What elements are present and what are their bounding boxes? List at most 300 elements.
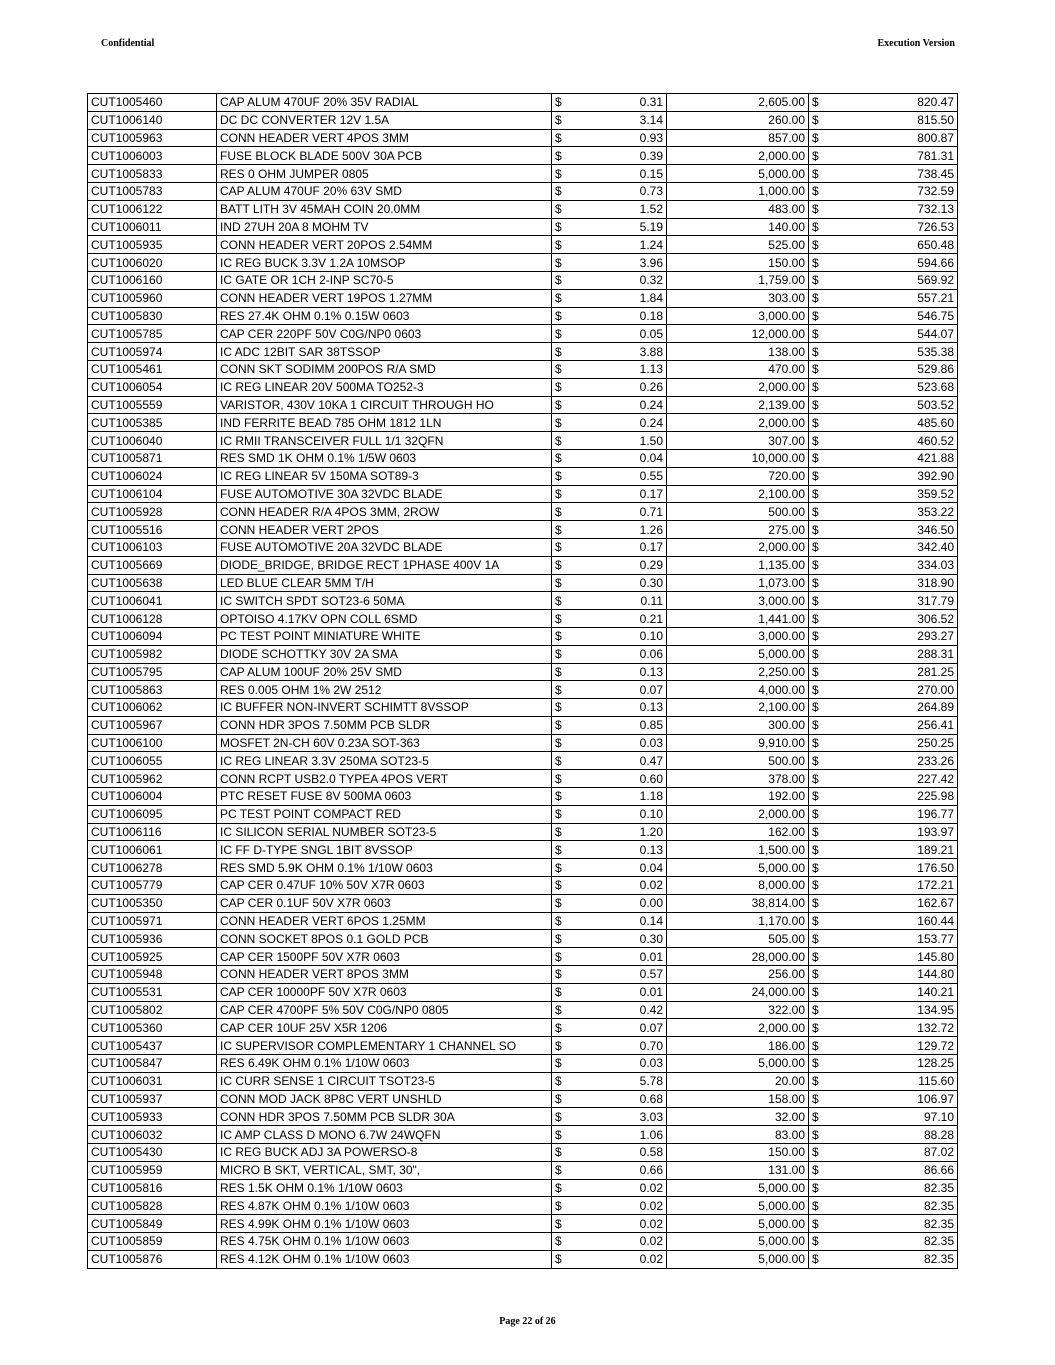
description-cell: RES 27.4K OHM 0.1% 0.15W 0603: [217, 307, 552, 325]
total-currency: $: [809, 752, 823, 770]
total-currency: $: [809, 1001, 823, 1019]
part-number-cell: CUT1005638: [88, 574, 217, 592]
unit-price-cell: 0.73: [572, 182, 667, 200]
unit-price-currency: $: [552, 182, 572, 200]
total-currency: $: [809, 716, 823, 734]
total-cell: 732.59: [823, 182, 958, 200]
part-number-cell: CUT1005928: [88, 503, 217, 521]
total-cell: 264.89: [823, 699, 958, 717]
quantity-cell: 2,000.00: [667, 1019, 809, 1037]
quantity-cell: 3,000.00: [667, 627, 809, 645]
quantity-cell: 2,605.00: [667, 94, 809, 112]
part-number-cell: CUT1006160: [88, 271, 217, 289]
part-number-cell: CUT1005802: [88, 1001, 217, 1019]
part-number-cell: CUT1005779: [88, 877, 217, 895]
part-number-cell: CUT1005935: [88, 236, 217, 254]
table-row: [88, 289, 958, 307]
total-cell: 225.98: [823, 788, 958, 806]
header-version: Execution Version: [877, 38, 955, 49]
description-cell: CONN HEADER VERT 19POS 1.27MM: [217, 289, 552, 307]
unit-price-currency: $: [552, 147, 572, 165]
total-currency: $: [809, 770, 823, 788]
total-cell: 318.90: [823, 574, 958, 592]
part-number-cell: CUT1005967: [88, 716, 217, 734]
quantity-cell: 9,910.00: [667, 734, 809, 752]
unit-price-currency: $: [552, 503, 572, 521]
unit-price-cell: 1.20: [572, 823, 667, 841]
part-number-cell: CUT1006094: [88, 627, 217, 645]
total-currency: $: [809, 877, 823, 895]
table-row: [88, 218, 958, 236]
unit-price-currency: $: [552, 360, 572, 378]
part-number-cell: CUT1005847: [88, 1055, 217, 1073]
part-number-cell: CUT1005863: [88, 681, 217, 699]
total-currency: $: [809, 165, 823, 183]
unit-price-cell: 0.03: [572, 1055, 667, 1073]
table-row: [88, 699, 958, 717]
quantity-cell: 150.00: [667, 254, 809, 272]
part-number-cell: CUT1006020: [88, 254, 217, 272]
quantity-cell: 378.00: [667, 770, 809, 788]
part-number-cell: CUT1005960: [88, 289, 217, 307]
quantity-cell: 12,000.00: [667, 325, 809, 343]
table-row: [88, 325, 958, 343]
total-cell: 193.97: [823, 823, 958, 841]
part-number-cell: CUT1006040: [88, 432, 217, 450]
table-row: [88, 129, 958, 147]
unit-price-currency: $: [552, 930, 572, 948]
table-row: [88, 841, 958, 859]
quantity-cell: 5,000.00: [667, 1179, 809, 1197]
unit-price-currency: $: [552, 610, 572, 628]
part-number-cell: CUT1005816: [88, 1179, 217, 1197]
unit-price-cell: 1.84: [572, 289, 667, 307]
description-cell: RES 0.005 OHM 1% 2W 2512: [217, 681, 552, 699]
quantity-cell: 38,814.00: [667, 894, 809, 912]
description-cell: VARISTOR, 430V 10KA 1 CIRCUIT THROUGH HO: [217, 396, 552, 414]
description-cell: CONN HEADER VERT 20POS 2.54MM: [217, 236, 552, 254]
unit-price-currency: $: [552, 556, 572, 574]
table-row: [88, 165, 958, 183]
table-row: [88, 592, 958, 610]
description-cell: IC SUPERVISOR COMPLEMENTARY 1 CHANNEL SO: [217, 1037, 552, 1055]
unit-price-currency: $: [552, 254, 572, 272]
description-cell: MICRO B SKT, VERTICAL, SMT, 30",: [217, 1161, 552, 1179]
total-currency: $: [809, 1233, 823, 1251]
unit-price-currency: $: [552, 592, 572, 610]
table-row: [88, 734, 958, 752]
total-currency: $: [809, 343, 823, 361]
description-cell: CONN HEADER VERT 8POS 3MM: [217, 966, 552, 984]
part-number-cell: CUT1005962: [88, 770, 217, 788]
part-number-cell: CUT1005350: [88, 894, 217, 912]
total-cell: 503.52: [823, 396, 958, 414]
description-cell: LED BLUE CLEAR 5MM T/H: [217, 574, 552, 592]
unit-price-cell: 0.30: [572, 930, 667, 948]
quantity-cell: 186.00: [667, 1037, 809, 1055]
total-currency: $: [809, 396, 823, 414]
description-cell: IC REG LINEAR 3.3V 250MA SOT23-5: [217, 752, 552, 770]
total-cell: 227.42: [823, 770, 958, 788]
unit-price-cell: 0.24: [572, 414, 667, 432]
unit-price-currency: $: [552, 111, 572, 129]
table-row: [88, 1215, 958, 1233]
unit-price-currency: $: [552, 1055, 572, 1073]
total-currency: $: [809, 1250, 823, 1268]
table-row: [88, 254, 958, 272]
part-number-cell: CUT1005948: [88, 966, 217, 984]
part-number-cell: CUT1005783: [88, 182, 217, 200]
description-cell: IC BUFFER NON-INVERT SCHIMTT 8VSSOP: [217, 699, 552, 717]
description-cell: RES SMD 5.9K OHM 0.1% 1/10W 0603: [217, 859, 552, 877]
unit-price-currency: $: [552, 432, 572, 450]
total-currency: $: [809, 182, 823, 200]
quantity-cell: 500.00: [667, 752, 809, 770]
total-currency: $: [809, 111, 823, 129]
unit-price-cell: 0.26: [572, 378, 667, 396]
total-currency: $: [809, 432, 823, 450]
unit-price-currency: $: [552, 627, 572, 645]
total-cell: 189.21: [823, 841, 958, 859]
table-row: [88, 1055, 958, 1073]
quantity-cell: 1,073.00: [667, 574, 809, 592]
quantity-cell: 5,000.00: [667, 165, 809, 183]
unit-price-cell: 0.66: [572, 1161, 667, 1179]
unit-price-currency: $: [552, 165, 572, 183]
total-currency: $: [809, 610, 823, 628]
total-cell: 460.52: [823, 432, 958, 450]
unit-price-cell: 0.29: [572, 556, 667, 574]
unit-price-cell: 0.07: [572, 681, 667, 699]
unit-price-cell: 0.60: [572, 770, 667, 788]
unit-price-cell: 0.17: [572, 485, 667, 503]
quantity-cell: 5,000.00: [667, 1197, 809, 1215]
description-cell: IC RMII TRANSCEIVER FULL 1/1 32QFN: [217, 432, 552, 450]
quantity-cell: 256.00: [667, 966, 809, 984]
total-cell: 288.31: [823, 645, 958, 663]
description-cell: IC SWITCH SPDT SOT23-6 50MA: [217, 592, 552, 610]
description-cell: IC SILICON SERIAL NUMBER SOT23-5: [217, 823, 552, 841]
header-confidential: Confidential: [101, 38, 155, 49]
table-row: [88, 307, 958, 325]
description-cell: FUSE BLOCK BLADE 500V 30A PCB: [217, 147, 552, 165]
quantity-cell: 1,500.00: [667, 841, 809, 859]
total-currency: $: [809, 1090, 823, 1108]
total-currency: $: [809, 467, 823, 485]
total-cell: 594.66: [823, 254, 958, 272]
total-cell: 140.21: [823, 983, 958, 1001]
total-cell: 196.77: [823, 805, 958, 823]
part-number-cell: CUT1006024: [88, 467, 217, 485]
total-cell: 738.45: [823, 165, 958, 183]
description-cell: OPTOISO 4.17KV OPN COLL 6SMD: [217, 610, 552, 628]
description-cell: CONN HDR 3POS 7.50MM PCB SLDR 30A: [217, 1108, 552, 1126]
unit-price-currency: $: [552, 1072, 572, 1090]
part-number-cell: CUT1005430: [88, 1144, 217, 1162]
part-number-cell: CUT1005871: [88, 449, 217, 467]
unit-price-currency: $: [552, 734, 572, 752]
unit-price-currency: $: [552, 699, 572, 717]
unit-price-currency: $: [552, 1233, 572, 1251]
unit-price-currency: $: [552, 1126, 572, 1144]
part-number-cell: CUT1005385: [88, 414, 217, 432]
total-currency: $: [809, 129, 823, 147]
description-cell: RES 4.12K OHM 0.1% 1/10W 0603: [217, 1250, 552, 1268]
table-row: [88, 1197, 958, 1215]
total-cell: 97.10: [823, 1108, 958, 1126]
total-currency: $: [809, 1179, 823, 1197]
unit-price-cell: 3.14: [572, 111, 667, 129]
total-cell: 392.90: [823, 467, 958, 485]
unit-price-currency: $: [552, 200, 572, 218]
unit-price-cell: 0.13: [572, 699, 667, 717]
table-row: [88, 521, 958, 539]
unit-price-cell: 1.06: [572, 1126, 667, 1144]
unit-price-cell: 0.00: [572, 894, 667, 912]
description-cell: DIODE SCHOTTKY 30V 2A SMA: [217, 645, 552, 663]
part-number-cell: CUT1006032: [88, 1126, 217, 1144]
unit-price-currency: $: [552, 94, 572, 112]
part-number-cell: CUT1006100: [88, 734, 217, 752]
unit-price-currency: $: [552, 877, 572, 895]
total-cell: 144.80: [823, 966, 958, 984]
table-row: [88, 1144, 958, 1162]
description-cell: CAP CER 0.1UF 50V X7R 0603: [217, 894, 552, 912]
unit-price-cell: 1.50: [572, 432, 667, 450]
total-currency: $: [809, 236, 823, 254]
part-number-cell: CUT1006140: [88, 111, 217, 129]
part-number-cell: CUT1006011: [88, 218, 217, 236]
quantity-cell: 500.00: [667, 503, 809, 521]
description-cell: IND FERRITE BEAD 785 OHM 1812 1LN: [217, 414, 552, 432]
table-row: [88, 1001, 958, 1019]
table-row: [88, 236, 958, 254]
unit-price-currency: $: [552, 983, 572, 1001]
quantity-cell: 32.00: [667, 1108, 809, 1126]
unit-price-currency: $: [552, 521, 572, 539]
total-cell: 353.22: [823, 503, 958, 521]
unit-price-cell: 0.68: [572, 1090, 667, 1108]
unit-price-cell: 0.02: [572, 1233, 667, 1251]
table-row: [88, 983, 958, 1001]
quantity-cell: 525.00: [667, 236, 809, 254]
total-currency: $: [809, 414, 823, 432]
total-cell: 281.25: [823, 663, 958, 681]
table-row: [88, 1072, 958, 1090]
total-cell: 82.35: [823, 1233, 958, 1251]
unit-price-cell: 5.78: [572, 1072, 667, 1090]
quantity-cell: 24,000.00: [667, 983, 809, 1001]
description-cell: RES 6.49K OHM 0.1% 1/10W 0603: [217, 1055, 552, 1073]
total-currency: $: [809, 681, 823, 699]
part-number-cell: CUT1005830: [88, 307, 217, 325]
total-cell: 87.02: [823, 1144, 958, 1162]
total-cell: 176.50: [823, 859, 958, 877]
unit-price-cell: 0.30: [572, 574, 667, 592]
unit-price-currency: $: [552, 752, 572, 770]
table-row: [88, 432, 958, 450]
total-cell: 346.50: [823, 521, 958, 539]
total-currency: $: [809, 1126, 823, 1144]
unit-price-currency: $: [552, 129, 572, 147]
total-cell: 726.53: [823, 218, 958, 236]
unit-price-currency: $: [552, 1215, 572, 1233]
table-row: [88, 663, 958, 681]
description-cell: DIODE_BRIDGE, BRIDGE RECT 1PHASE 400V 1A: [217, 556, 552, 574]
total-currency: $: [809, 894, 823, 912]
total-cell: 815.50: [823, 111, 958, 129]
total-cell: 172.21: [823, 877, 958, 895]
table-row: [88, 271, 958, 289]
table-row: [88, 859, 958, 877]
total-currency: $: [809, 1037, 823, 1055]
part-number-cell: CUT1006041: [88, 592, 217, 610]
part-number-cell: CUT1006278: [88, 859, 217, 877]
description-cell: IC REG LINEAR 20V 500MA TO252-3: [217, 378, 552, 396]
total-currency: $: [809, 503, 823, 521]
unit-price-currency: $: [552, 1179, 572, 1197]
unit-price-currency: $: [552, 770, 572, 788]
unit-price-cell: 0.10: [572, 805, 667, 823]
part-number-cell: CUT1005963: [88, 129, 217, 147]
total-cell: 86.66: [823, 1161, 958, 1179]
quantity-cell: 483.00: [667, 200, 809, 218]
total-currency: $: [809, 966, 823, 984]
quantity-cell: 1,441.00: [667, 610, 809, 628]
quantity-cell: 2,100.00: [667, 485, 809, 503]
unit-price-currency: $: [552, 289, 572, 307]
unit-price-currency: $: [552, 823, 572, 841]
quantity-cell: 5,000.00: [667, 1250, 809, 1268]
quantity-cell: 131.00: [667, 1161, 809, 1179]
description-cell: IC REG BUCK ADJ 3A POWERSO-8: [217, 1144, 552, 1162]
part-number-cell: CUT1005971: [88, 912, 217, 930]
unit-price-currency: $: [552, 1144, 572, 1162]
unit-price-currency: $: [552, 414, 572, 432]
table-row: [88, 788, 958, 806]
table-row: [88, 894, 958, 912]
total-currency: $: [809, 521, 823, 539]
total-cell: 82.35: [823, 1179, 958, 1197]
description-cell: CONN HEADER VERT 2POS: [217, 521, 552, 539]
description-cell: PC TEST POINT MINIATURE WHITE: [217, 627, 552, 645]
total-cell: 256.41: [823, 716, 958, 734]
table-row: [88, 752, 958, 770]
quantity-cell: 322.00: [667, 1001, 809, 1019]
total-cell: 82.35: [823, 1215, 958, 1233]
table-row: [88, 1161, 958, 1179]
total-currency: $: [809, 841, 823, 859]
unit-price-cell: 0.17: [572, 538, 667, 556]
description-cell: RES 0 OHM JUMPER 0805: [217, 165, 552, 183]
unit-price-cell: 1.52: [572, 200, 667, 218]
description-cell: CONN HEADER VERT 6POS 1.25MM: [217, 912, 552, 930]
unit-price-cell: 1.13: [572, 360, 667, 378]
table-row: [88, 1126, 958, 1144]
part-number-cell: CUT1005516: [88, 521, 217, 539]
unit-price-currency: $: [552, 1019, 572, 1037]
total-cell: 145.80: [823, 948, 958, 966]
part-number-cell: CUT1005531: [88, 983, 217, 1001]
unit-price-currency: $: [552, 645, 572, 663]
description-cell: DC DC CONVERTER 12V 1.5A: [217, 111, 552, 129]
total-currency: $: [809, 485, 823, 503]
unit-price-cell: 0.05: [572, 325, 667, 343]
unit-price-cell: 0.57: [572, 966, 667, 984]
quantity-cell: 307.00: [667, 432, 809, 450]
total-cell: 317.79: [823, 592, 958, 610]
unit-price-currency: $: [552, 396, 572, 414]
part-number-cell: CUT1005785: [88, 325, 217, 343]
quantity-cell: 2,000.00: [667, 378, 809, 396]
unit-price-cell: 0.47: [572, 752, 667, 770]
part-number-cell: CUT1006103: [88, 538, 217, 556]
part-number-cell: CUT1006061: [88, 841, 217, 859]
table-row: [88, 1037, 958, 1055]
unit-price-cell: 0.31: [572, 94, 667, 112]
description-cell: CAP CER 1500PF 50V X7R 0603: [217, 948, 552, 966]
quantity-cell: 5,000.00: [667, 1215, 809, 1233]
unit-price-cell: 0.21: [572, 610, 667, 628]
description-cell: IC CURR SENSE 1 CIRCUIT TSOT23-5: [217, 1072, 552, 1090]
total-cell: 557.21: [823, 289, 958, 307]
unit-price-currency: $: [552, 681, 572, 699]
table-row: [88, 1179, 958, 1197]
total-currency: $: [809, 218, 823, 236]
part-number-cell: CUT1005937: [88, 1090, 217, 1108]
unit-price-currency: $: [552, 663, 572, 681]
unit-price-cell: 0.04: [572, 449, 667, 467]
part-number-cell: CUT1005959: [88, 1161, 217, 1179]
total-cell: 529.86: [823, 360, 958, 378]
total-cell: 88.28: [823, 1126, 958, 1144]
quantity-cell: 83.00: [667, 1126, 809, 1144]
part-number-cell: CUT1005437: [88, 1037, 217, 1055]
total-currency: $: [809, 271, 823, 289]
part-number-cell: CUT1006095: [88, 805, 217, 823]
table-row: [88, 111, 958, 129]
quantity-cell: 1,000.00: [667, 182, 809, 200]
total-currency: $: [809, 1215, 823, 1233]
part-number-cell: CUT1006031: [88, 1072, 217, 1090]
table-row: [88, 1108, 958, 1126]
part-number-cell: CUT1005936: [88, 930, 217, 948]
unit-price-currency: $: [552, 538, 572, 556]
part-number-cell: CUT1006003: [88, 147, 217, 165]
total-cell: 359.52: [823, 485, 958, 503]
total-currency: $: [809, 254, 823, 272]
total-currency: $: [809, 360, 823, 378]
total-currency: $: [809, 983, 823, 1001]
part-number-cell: CUT1005828: [88, 1197, 217, 1215]
quantity-cell: 5,000.00: [667, 1233, 809, 1251]
total-currency: $: [809, 592, 823, 610]
table-row: [88, 1250, 958, 1268]
unit-price-cell: 0.02: [572, 1215, 667, 1233]
table-row: [88, 1233, 958, 1251]
total-cell: 800.87: [823, 129, 958, 147]
table-row: [88, 1019, 958, 1037]
table-row: [88, 948, 958, 966]
unit-price-currency: $: [552, 485, 572, 503]
unit-price-cell: 0.03: [572, 734, 667, 752]
unit-price-cell: 0.24: [572, 396, 667, 414]
table-row: [88, 414, 958, 432]
quantity-cell: 2,000.00: [667, 538, 809, 556]
quantity-cell: 2,000.00: [667, 414, 809, 432]
unit-price-cell: 0.15: [572, 165, 667, 183]
total-cell: 270.00: [823, 681, 958, 699]
